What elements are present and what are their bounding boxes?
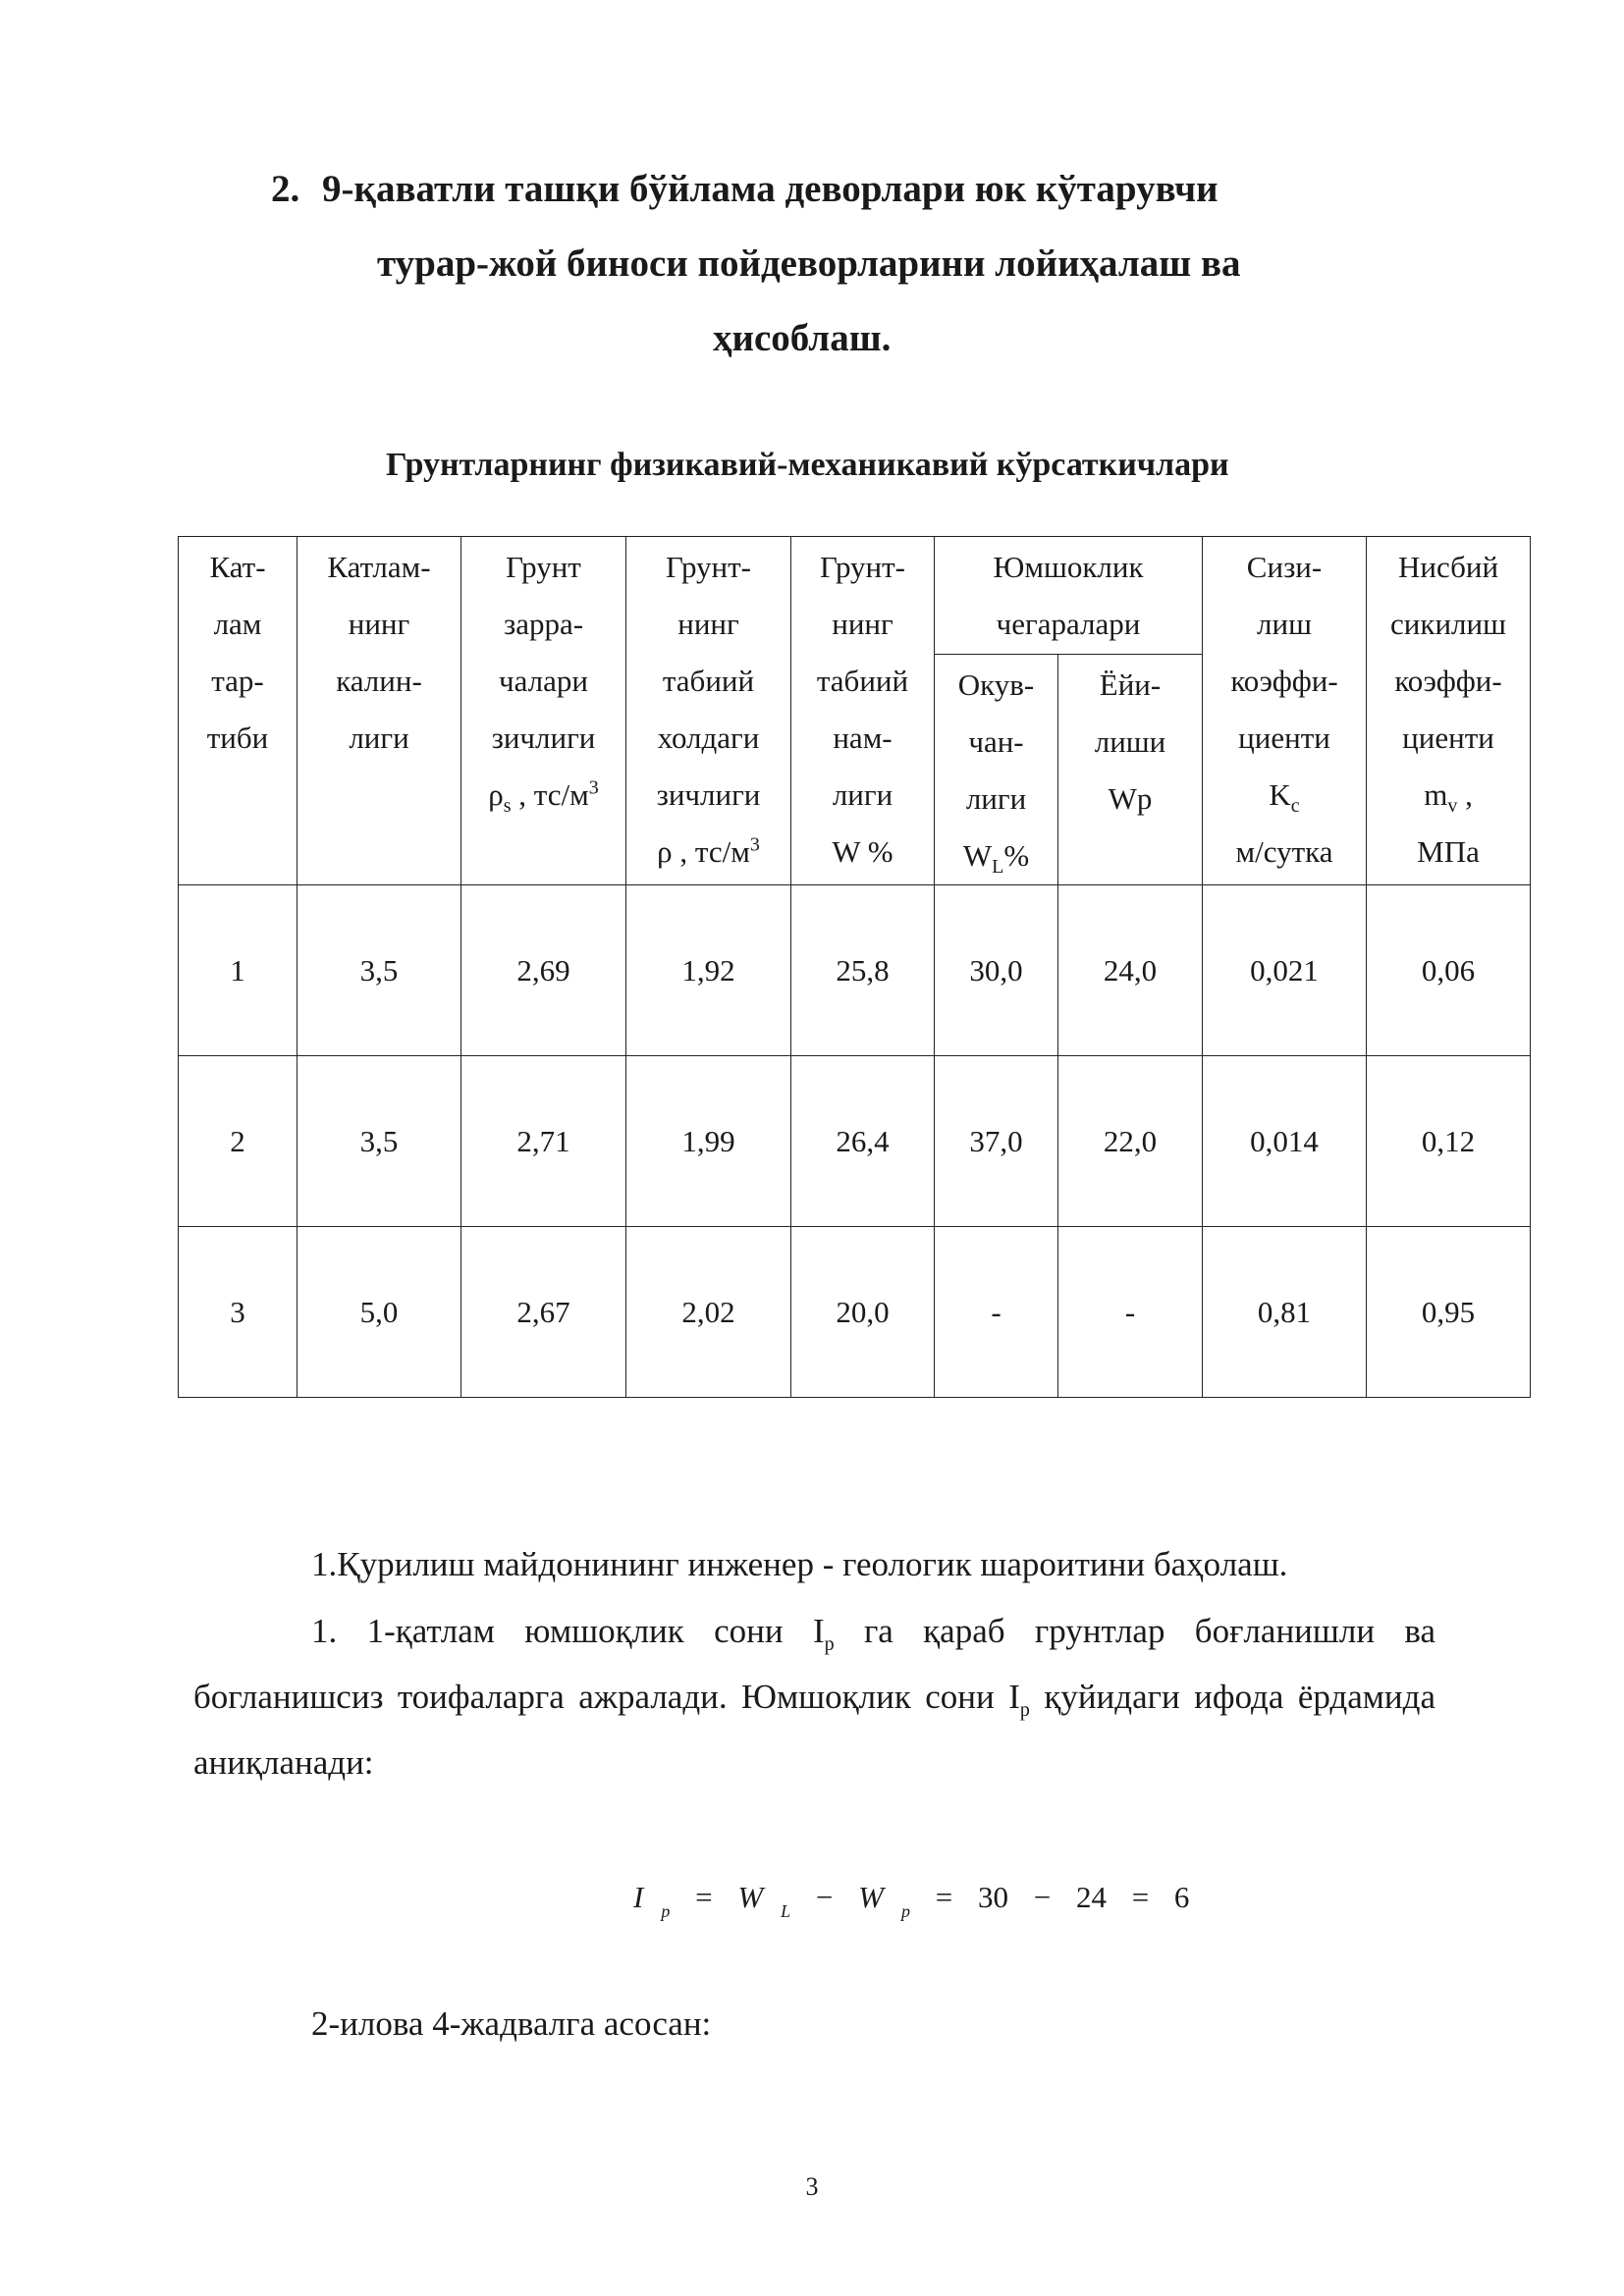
header-text-line: Грунт [506, 550, 581, 584]
heading-line-3: ҳисоблаш. [713, 317, 892, 359]
formula-wp-sub: p [900, 1901, 910, 1921]
header-text-line: тар- [211, 664, 264, 698]
header-text-line: чегаралари [996, 607, 1141, 641]
ip-subscript: p [1019, 1699, 1030, 1721]
table-cell: 25,8 [791, 885, 935, 1056]
table-cell: 26,4 [791, 1056, 935, 1227]
header-text-line: лиги [965, 781, 1027, 816]
header-text-line: Нисбий [1397, 550, 1499, 584]
header-text-line: Юмшоклик [993, 550, 1144, 584]
table-body [179, 885, 1531, 1398]
header-text-line: зичлиги [491, 721, 596, 755]
rho-symbol: ρ [657, 834, 673, 869]
unit-exponent: 3 [588, 776, 599, 799]
soil-properties-table [178, 536, 1531, 1398]
table-cell: 0,021 [1203, 885, 1367, 1056]
compressibility-unit: МПа [1417, 834, 1480, 869]
header-text-line: Wp [1108, 781, 1153, 816]
header-text-line: циенти [1402, 721, 1494, 755]
table-cell: 22,0 [1058, 1056, 1203, 1227]
heading-line-2: турар-жой биноси пойдеворларини лойиҳалаш ва [377, 242, 1241, 285]
m-tail: , [1457, 777, 1473, 812]
header-text-line: Окув- [957, 667, 1035, 702]
formula-wp: W [858, 1880, 884, 1914]
table-cell: 3 [179, 1227, 298, 1398]
header-compressibility-coefficient [1367, 537, 1531, 885]
header-text-line: зичлиги [656, 777, 761, 812]
table-cell: 3,5 [298, 885, 461, 1056]
header-liquid-limit [935, 655, 1058, 885]
header-plastic-limit [1058, 655, 1203, 885]
paragraph-site-assessment: 1.Қурилиш майдонининг инженер - геологик шароитини баҳолаш. [311, 1545, 1288, 1583]
table-cell: 0,95 [1367, 1227, 1531, 1398]
formula-minus: − [815, 1880, 834, 1914]
header-text-line: нинг [348, 607, 410, 641]
w-symbol: W [962, 838, 993, 873]
w-subscript: L [992, 856, 1004, 879]
table-cell: 1 [179, 885, 298, 1056]
formula-ip-sub: p [661, 1901, 671, 1921]
density-unit: , тс/м [511, 777, 589, 812]
k-symbol: K [1269, 777, 1291, 812]
table-cell: 0,81 [1203, 1227, 1367, 1398]
header-text-line: тиби [206, 721, 269, 755]
filtration-unit: м/сутка [1235, 834, 1333, 869]
formula-result: 6 [1173, 1880, 1190, 1914]
percent-sign: % [1003, 838, 1030, 873]
rho-symbol: ρ [488, 777, 504, 812]
m-symbol: m [1424, 777, 1448, 812]
header-text-line: холдаги [657, 721, 760, 755]
header-text-line: чалари [499, 664, 588, 698]
header-text-line: лиш [1257, 607, 1312, 641]
header-text-line: зарра- [503, 607, 584, 641]
formula-wl-sub: L [781, 1901, 791, 1921]
table-cell: 0,06 [1367, 885, 1531, 1056]
formula-equals: = [935, 1880, 953, 1914]
header-text-line: Сизи- [1246, 550, 1323, 584]
paragraph-appendix-reference: 2-илова 4-жадвалга асосан: [311, 2004, 712, 2043]
table-cell: 24,0 [1058, 885, 1203, 1056]
paragraph-text-3: қуйидаги ифода ёрдамида аниқланади: [193, 1678, 1435, 1782]
table-cell: 1,92 [626, 885, 791, 1056]
unit-exponent: 3 [749, 833, 760, 856]
table-cell: 30,0 [935, 885, 1058, 1056]
table-cell: 2 [179, 1056, 298, 1227]
table-cell: 2,71 [461, 1056, 626, 1227]
table-cell: 2,69 [461, 885, 626, 1056]
table-cell: - [935, 1227, 1058, 1398]
formula-equals: = [695, 1880, 713, 1914]
header-text-line: лиши [1094, 724, 1166, 759]
heading-line-1: 9-қаватли ташқи бўйлама деворлари юк кўтарувчи [322, 168, 1218, 210]
header-text-line: Грунт- [819, 550, 906, 584]
header-text-line: лиги [832, 777, 893, 812]
table-cell: 3,5 [298, 1056, 461, 1227]
header-text-line: W % [832, 834, 893, 869]
header-plasticity-limits [935, 537, 1203, 655]
header-text-line: Ёйи- [1099, 667, 1162, 702]
header-text-line: циенти [1238, 721, 1330, 755]
header-text-line: нам- [833, 721, 893, 755]
ip-subscript: p [824, 1633, 835, 1655]
table-cell: 20,0 [791, 1227, 935, 1398]
header-text-line: калин- [336, 664, 422, 698]
paragraph-text-2: га қараб грунтлар боғланишли ва богланишсиз тоифаларга ажралади. Юмшоқлик сони I [193, 1612, 1435, 1716]
formula-ip: I [633, 1880, 644, 1914]
formula-value-wl: 30 [977, 1880, 1008, 1914]
density-unit: , тс/м [672, 834, 750, 869]
header-text-line: Грунт- [665, 550, 752, 584]
header-text-line: нинг [832, 607, 893, 641]
paragraph-plasticity-index [193, 1598, 1435, 1795]
k-subscript: c [1290, 795, 1300, 818]
table-cell: 2,02 [626, 1227, 791, 1398]
table-cell: 1,99 [626, 1056, 791, 1227]
formula-wl: W [737, 1880, 764, 1914]
section-heading [271, 152, 1430, 376]
header-text-line: лам [213, 607, 262, 641]
table-row [179, 1056, 1531, 1227]
header-text-line: сикилиш [1390, 607, 1506, 641]
table-cell: 5,0 [298, 1227, 461, 1398]
rho-subscript: s [503, 795, 512, 818]
table-cell: 37,0 [935, 1056, 1058, 1227]
header-text-line: коэффи- [1230, 664, 1338, 698]
header-text-line: Катлам- [327, 550, 431, 584]
header-particle-density [461, 537, 626, 885]
header-natural-moisture [791, 537, 935, 885]
table-cell: 0,12 [1367, 1056, 1531, 1227]
formula-minus: − [1033, 1880, 1052, 1914]
header-text-line: лиги [349, 721, 409, 755]
header-filtration-coefficient [1203, 537, 1367, 885]
table-row [179, 885, 1531, 1056]
header-text-line: табиий [662, 664, 755, 698]
section-number: 2. [271, 168, 300, 210]
table-cell: 2,67 [461, 1227, 626, 1398]
paragraph-text-1: 1. 1-қатлам юмшоқлик сони I [311, 1612, 825, 1650]
header-layer-order [179, 537, 298, 885]
plasticity-formula [633, 1880, 1190, 1921]
page-number: 3 [805, 2172, 819, 2201]
header-natural-density [626, 537, 791, 885]
table-row [179, 1227, 1531, 1398]
formula-value-wp: 24 [1075, 1880, 1107, 1914]
table-cell: - [1058, 1227, 1203, 1398]
header-text-line: нинг [677, 607, 739, 641]
table-cell: 0,014 [1203, 1056, 1367, 1227]
table-title: Грунтларнинг физикавий-механикавий кўрсаткичлари [386, 447, 1229, 483]
header-text-line: чан- [968, 724, 1024, 759]
header-text-line: Кат- [209, 550, 266, 584]
m-subscript: v [1447, 795, 1458, 818]
header-layer-thickness [298, 537, 461, 885]
header-text-line: коэффи- [1394, 664, 1502, 698]
formula-equals: = [1131, 1880, 1150, 1914]
header-text-line: табиий [816, 664, 909, 698]
